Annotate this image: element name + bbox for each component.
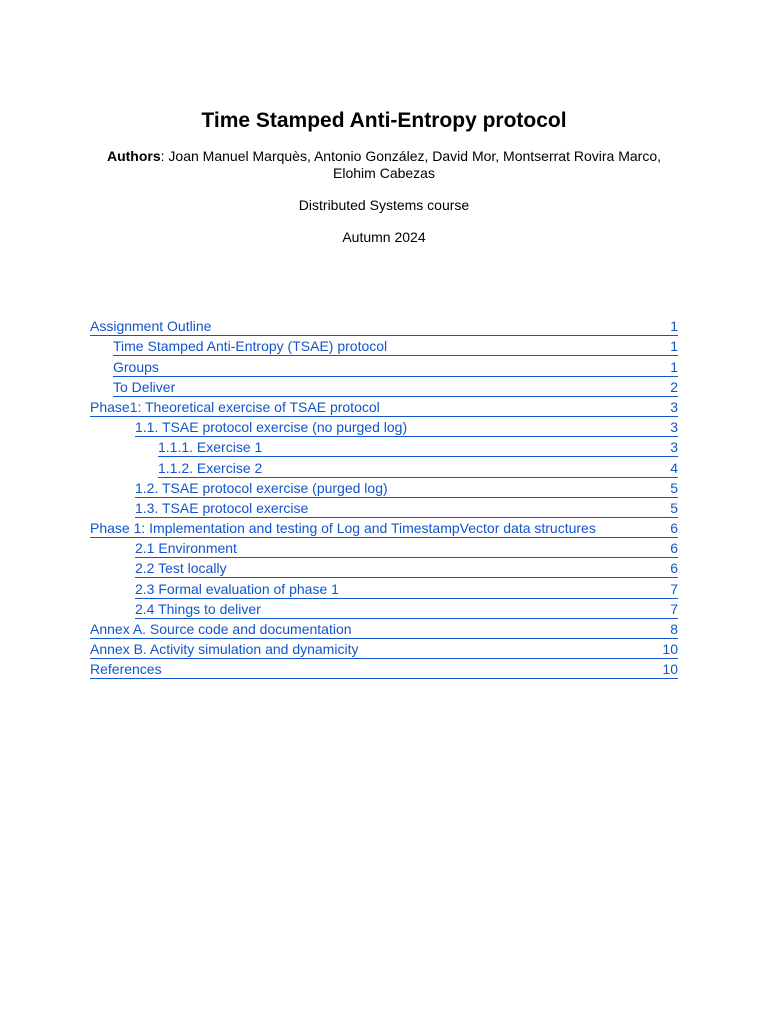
toc-entry-page-number[interactable]: 6 xyxy=(670,560,678,577)
toc-entry[interactable] xyxy=(135,498,678,518)
document-title: Time Stamped Anti-Entropy protocol xyxy=(201,109,567,132)
toc-entry[interactable] xyxy=(135,417,678,437)
toc-entry-page-number[interactable]: 5 xyxy=(670,479,678,496)
toc-entry[interactable] xyxy=(135,578,678,598)
toc-entry-page-number[interactable]: 7 xyxy=(670,600,678,617)
toc-entry[interactable] xyxy=(158,437,678,457)
toc-entry-page-number[interactable]: 4 xyxy=(670,459,678,476)
toc-entry-label[interactable]: 1.1.2. Exercise 2 xyxy=(158,459,263,476)
course-name: Distributed Systems course xyxy=(298,197,470,213)
toc-entry[interactable] xyxy=(158,457,678,477)
toc-entry-page-number[interactable]: 3 xyxy=(670,419,678,436)
toc-entry-label[interactable]: 2.4 Things to deliver xyxy=(135,600,261,617)
toc-entry[interactable] xyxy=(113,356,678,376)
toc-entry[interactable] xyxy=(90,397,678,417)
toc-entry-label[interactable]: Time Stamped Anti-Entropy (TSAE) protocol xyxy=(113,338,388,355)
toc-entry-label[interactable]: 1.1. TSAE protocol exercise (no purged log) xyxy=(135,419,408,436)
toc-entry[interactable] xyxy=(135,538,678,558)
toc-entry-page-number[interactable]: 7 xyxy=(670,580,678,597)
toc-entry[interactable] xyxy=(90,619,678,639)
toc-entry-page-number[interactable]: 3 xyxy=(670,398,678,415)
toc-entry-page-number[interactable]: 10 xyxy=(662,661,678,678)
toc-entry[interactable] xyxy=(90,316,678,336)
toc-entry-page-number[interactable]: 3 xyxy=(670,439,678,456)
toc-entry-label[interactable]: 2.1 Environment xyxy=(135,540,237,557)
toc-entry-page-number[interactable]: 6 xyxy=(670,540,678,557)
toc-entry-label[interactable]: 1.1.1. Exercise 1 xyxy=(158,439,263,456)
toc-entry[interactable] xyxy=(90,518,678,538)
toc-entry[interactable] xyxy=(135,478,678,498)
toc-entry-label[interactable]: References xyxy=(90,661,162,678)
toc-entry-label[interactable]: Annex A. Source code and documentation xyxy=(90,621,352,637)
toc-entry-page-number[interactable]: 6 xyxy=(670,520,678,537)
toc-entry-label[interactable]: 1.3. TSAE protocol exercise xyxy=(135,499,309,516)
toc-entry-label[interactable]: Phase 1: Implementation and testing of Log and TimestampVector data structures xyxy=(90,520,596,537)
authors-label: Authors xyxy=(106,148,161,164)
toc-entry-label[interactable]: 1.2. TSAE protocol exercise (purged log) xyxy=(135,479,388,496)
toc-entry-page-number[interactable]: 1 xyxy=(670,358,678,375)
toc-entry[interactable] xyxy=(90,639,678,659)
toc-entry[interactable] xyxy=(90,659,678,679)
toc-entry-label[interactable]: Annex B. Activity simulation and dynamicity xyxy=(90,641,359,658)
toc-entry-page-number[interactable]: 8 xyxy=(670,621,678,637)
table-of-contents xyxy=(90,316,678,679)
toc-entry-label[interactable]: Assignment Outline xyxy=(90,318,212,335)
toc-entry[interactable] xyxy=(113,336,678,356)
toc-entry-page-number[interactable]: 1 xyxy=(670,338,678,355)
toc-entry[interactable] xyxy=(113,377,678,397)
toc-entry-page-number[interactable]: 10 xyxy=(662,641,678,658)
term-label: Autumn 2024 xyxy=(342,229,426,245)
authors-names: : Joan Manuel Marquès, Antonio González, David Mor, Montserrat Rovira Marco, Elohim Cabezas xyxy=(160,148,661,181)
toc-entry-label[interactable]: 2.2 Test locally xyxy=(135,560,227,577)
toc-entry-label[interactable]: Groups xyxy=(113,358,159,375)
toc-entry-label[interactable]: To Deliver xyxy=(113,378,176,395)
authors-line xyxy=(100,148,668,182)
toc-entry-label[interactable]: Phase1: Theoretical exercise of TSAE protocol xyxy=(90,398,380,415)
toc-entry-page-number[interactable]: 5 xyxy=(670,499,678,516)
toc-entry[interactable] xyxy=(135,558,678,578)
toc-entry-page-number[interactable]: 1 xyxy=(670,318,678,335)
toc-entry[interactable] xyxy=(135,599,678,619)
toc-entry-label[interactable]: 2.3 Formal evaluation of phase 1 xyxy=(135,580,339,597)
toc-entry-page-number[interactable]: 2 xyxy=(670,378,678,395)
